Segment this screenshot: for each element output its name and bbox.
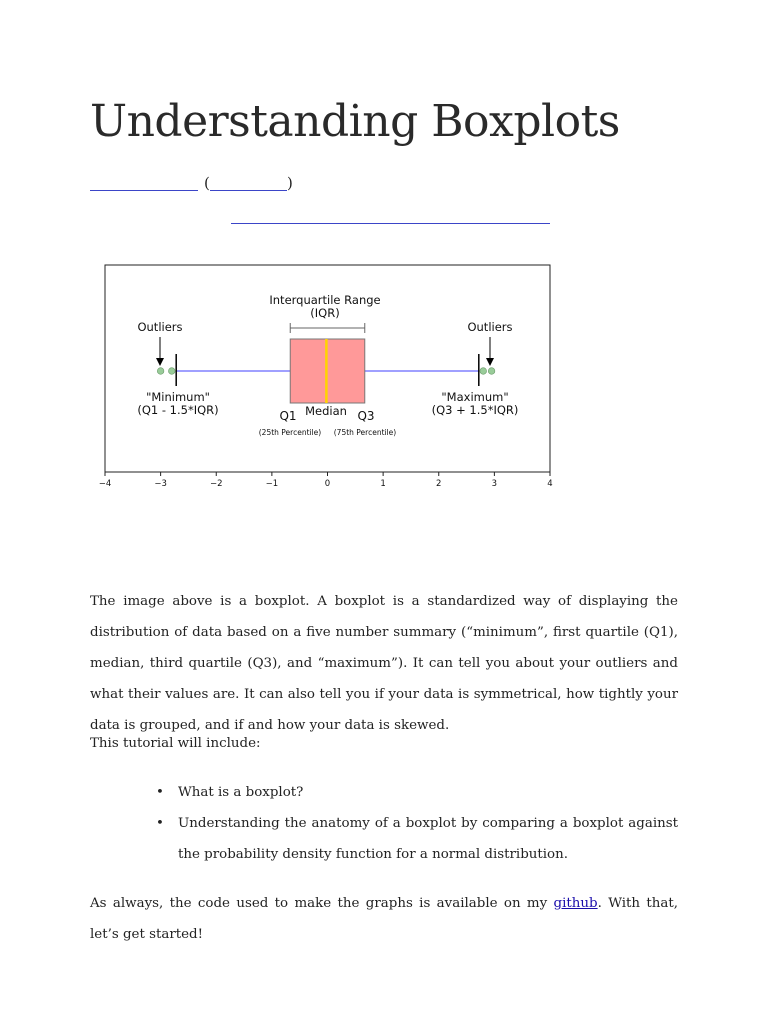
x-tick-label: −2: [209, 479, 223, 489]
bullet-glyph: •: [156, 816, 164, 831]
maximum-label-line1: "Maximum": [441, 390, 509, 404]
x-tick-label: −4: [98, 479, 112, 489]
iqr-label-line2: (IQR): [310, 306, 340, 320]
outlier-point: [480, 368, 487, 375]
q1-label: Q1: [279, 409, 297, 423]
bullet-glyph: •: [156, 785, 164, 800]
closing-text-before: As always, the code used to make the graphs is available on my: [90, 896, 554, 911]
close-paren: ): [287, 174, 293, 192]
list-item-text: Understanding the anatomy of a boxplot by comparing a boxplot against the probability density function for a normal distribution.: [178, 816, 678, 862]
tutorial-intro: This tutorial will include:: [90, 736, 261, 751]
open-paren: (: [204, 174, 210, 192]
list-item: [156, 777, 678, 808]
x-tick-label: 2: [436, 479, 442, 489]
outlier-point: [168, 368, 175, 375]
boxplot-figure: [90, 262, 560, 494]
x-tick-label: 3: [491, 479, 498, 489]
minimum-label-line2: (Q1 - 1.5*IQR): [137, 403, 219, 417]
outliers-left-label: Outliers: [137, 320, 183, 334]
x-tick-label: 0: [324, 479, 331, 489]
x-axis-ticks: [99, 472, 553, 489]
outliers-right-label: Outliers: [467, 320, 513, 334]
page-title: Understanding Boxplots: [90, 96, 620, 147]
boxplot-chart: [90, 262, 560, 494]
x-tick-label: −3: [154, 479, 167, 489]
x-tick-label: −1: [265, 479, 279, 489]
tutorial-bullet-list: [156, 777, 678, 870]
minimum-label-line1: "Minimum": [146, 390, 210, 404]
github-link[interactable]: github: [553, 896, 598, 911]
closing-text-after: . With that, let’s get started!: [90, 896, 679, 942]
maximum-label-line2: (Q3 + 1.5*IQR): [431, 403, 519, 417]
x-tick-label: 4: [547, 479, 553, 489]
median-label: Median: [305, 404, 347, 418]
list-item-text: What is a boxplot?: [178, 785, 304, 800]
q3-percentile-label: (75th Percentile): [333, 428, 397, 437]
closing-paragraph: [90, 888, 678, 950]
iqr-label-line1: Interquartile Range: [269, 293, 381, 307]
x-tick-label: 1: [380, 479, 386, 489]
subtitle-link[interactable]: [231, 223, 550, 224]
intro-paragraph: The image above is a boxplot. A boxplot is a standardized way of displaying the distribution of data based on a five number summary (“minimum”, first quartile (Q1), median, third quartile (Q3), and “maximum”). It can tell you about your outliers and what their values are. It can also tell you if your data is symmetrical, how tightly your data is grouped, and if and how your data is skewed.: [90, 594, 678, 733]
q3-label: Q3: [357, 409, 375, 423]
author-link[interactable]: [90, 190, 198, 191]
date-link[interactable]: [210, 190, 287, 191]
list-item: [156, 808, 678, 870]
outlier-point: [488, 368, 495, 375]
q1-percentile-label: (25th Percentile): [258, 428, 322, 437]
outlier-point: [157, 368, 164, 375]
